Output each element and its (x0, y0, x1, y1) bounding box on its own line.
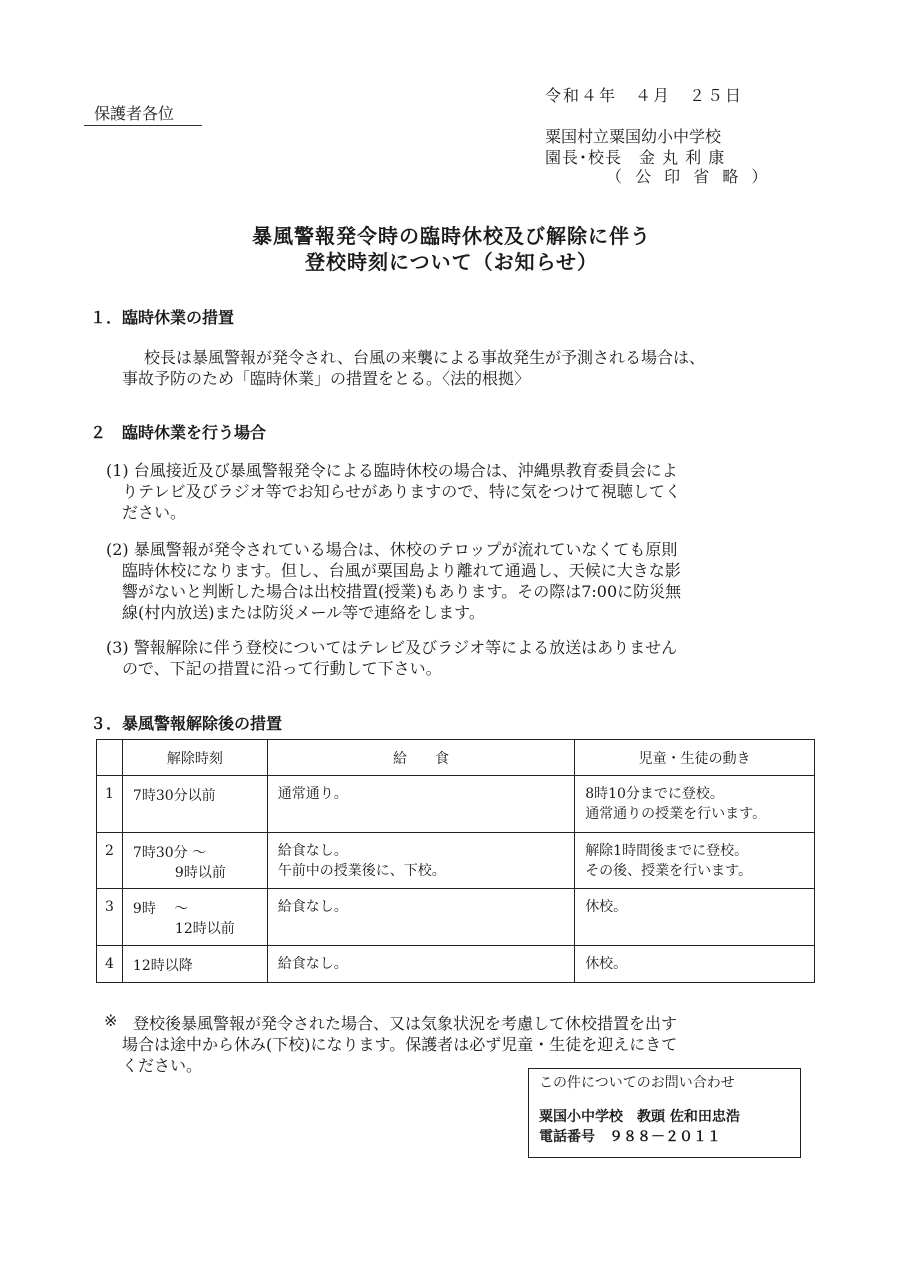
section3-heading: ３．暴風警報解除後の措置 (90, 714, 283, 733)
action-text-line1: 解除1時間後までに登校。 (585, 843, 749, 859)
row-number: 4 (97, 946, 123, 983)
release-time-text: 12時以降 (132, 958, 193, 974)
column-header-student-action: 児童・生徒の動き (575, 740, 815, 776)
note-line1: 登校後暴風警報が発令された場合、又は気象状況を考慮して休校措置を出す (133, 1014, 678, 1033)
release-time-text-line1: 9時 ～ (132, 901, 189, 917)
section2-item2-line1: (2) 暴風警報が発令されている場合は、休校のテロップが流れていなくても原則 (106, 540, 678, 559)
note-line2: 場合は途中から休み(下校)になります。保護者は必ず児童・生徒を迎えにきて (122, 1035, 678, 1054)
lunch-text-line2: 午前中の授業後に、下校。 (277, 863, 446, 879)
contact-person: 粟国小中学校 教頭 佐和田忠浩 (539, 1109, 740, 1125)
lunch-text: 通常通り。 (277, 786, 348, 802)
section1-text-line2: 事故予防のため「臨時休業」の措置をとる。〈法的根拠〉 (122, 369, 531, 388)
lunch-text: 給食なし。 (277, 899, 348, 915)
table-row (97, 776, 815, 833)
section2-item1-line1: (1) 台風接近及び暴風警報発令による臨時休校の場合は、沖縄県教育委員会によ (106, 461, 678, 480)
release-time-cell (122, 889, 267, 946)
table-row (97, 889, 815, 946)
document-title-line2: 登校時刻について（お知らせ） (305, 250, 598, 274)
action-cell (575, 833, 815, 889)
addressee: 保護者各位 (84, 101, 202, 126)
column-header-number (97, 740, 123, 776)
release-time-cell (122, 946, 267, 983)
lunch-text-line1: 給食なし。 (277, 843, 348, 859)
contact-title: この件についてのお問い合わせ (539, 1075, 735, 1091)
action-cell (575, 776, 815, 833)
section2-item3-line1: (3) 警報解除に伴う登校についてはテレビ及びラジオ等による放送はありません (106, 638, 678, 657)
lunch-cell (267, 833, 574, 889)
contact-phone: 電話番号 ９８８－２０１１ (539, 1129, 721, 1145)
table-header-row (97, 740, 815, 776)
principal-name: 園長･校長 金 丸 利 康 (545, 148, 726, 167)
section1-heading: １．臨時休業の措置 (90, 308, 235, 327)
action-cell (575, 889, 815, 946)
schedule-table (96, 739, 815, 983)
lunch-cell (267, 776, 574, 833)
action-text-line2: その後、授業を行います。 (585, 863, 753, 879)
lunch-text: 給食なし。 (277, 956, 348, 972)
lunch-cell (267, 889, 574, 946)
note-mark: ※ (104, 1011, 118, 1030)
release-time-text-line2: 12時以前 (174, 921, 235, 937)
section2-item1-line2: りテレビ及びラジオ等でお知らせがありますので、特に気をつけて視聴してく (122, 482, 681, 501)
section2-heading: ２ 臨時休業を行う場合 (90, 423, 267, 442)
document-date: 令和４年 ４月 ２５日 (545, 86, 744, 105)
section2-item2-line4: 線(村内放送)または防災メール等で連絡をします。 (122, 603, 485, 622)
section1-text-line1: 校長は暴風警報が発令され、台風の来襲による事故発生が予測される場合は、 (144, 348, 705, 367)
table-row (97, 946, 815, 983)
action-cell (575, 946, 815, 983)
section2-item3-line2: ので、下記の措置に沿って行動して下さい。 (122, 659, 442, 678)
release-time-cell (122, 833, 267, 889)
lunch-cell (267, 946, 574, 983)
release-time-text-line1: 7時30分 ～ (132, 845, 207, 861)
action-text-line2: 通常通りの授業を行います。 (585, 806, 767, 822)
seal-note: （ 公 印 省 略 ） (606, 167, 772, 186)
action-text-line1: 8時10分までに登校。 (585, 786, 724, 802)
release-time-text-line2: 9時以前 (174, 865, 226, 881)
issuing-school: 粟国村立粟国幼小中学校 (545, 127, 722, 146)
row-number: 3 (97, 889, 123, 946)
release-time-cell (122, 776, 267, 833)
action-text: 休校。 (585, 899, 628, 915)
row-number: 2 (97, 833, 123, 889)
column-header-lunch: 給 食 (267, 740, 574, 776)
column-header-release-time: 解除時刻 (122, 740, 267, 776)
section2-item1-line3: ださい。 (122, 503, 187, 522)
release-time-text: 7時30分以前 (132, 788, 216, 804)
action-text: 休校。 (585, 956, 628, 972)
section2-item2-line3: 響がないと判断した場合は出校措置(授業)もあります。その際は7:00に防災無 (122, 582, 682, 601)
contact-box (528, 1068, 801, 1158)
note-line3: ください。 (122, 1056, 203, 1075)
table-row (97, 833, 815, 889)
document-title-line1: 暴風警報発令時の臨時休校及び解除に伴う (252, 224, 651, 248)
row-number: 1 (97, 776, 123, 833)
section2-item2-line2: 臨時休校になります。但し、台風が粟国島より離れて通過し、天候に大きな影 (122, 561, 681, 580)
